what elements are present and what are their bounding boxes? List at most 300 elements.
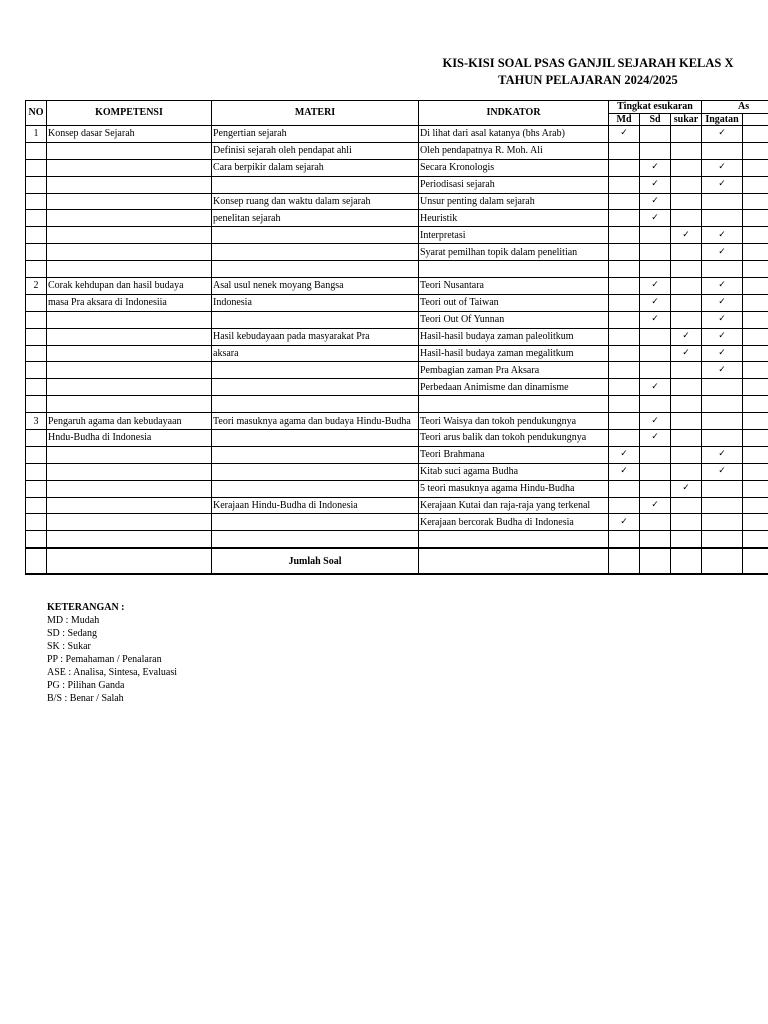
check-mark-icon: ✓ [718, 246, 726, 257]
cell-extra [743, 328, 768, 345]
cell-ingatan [702, 176, 743, 193]
keterangan-item: SD : Sedang [47, 628, 97, 639]
cell-no [26, 497, 47, 514]
cell-no [26, 396, 47, 413]
check-mark-icon: ✓ [718, 314, 726, 325]
check-mark-icon: ✓ [651, 196, 659, 206]
cell-extra [743, 227, 768, 244]
cell-sukar [671, 480, 702, 497]
cell-no [26, 446, 47, 463]
check-mark-icon: ✓ [651, 500, 659, 511]
cell-sd [640, 345, 671, 362]
check-mark-icon: ✓ [718, 331, 726, 342]
cell-sukar [671, 294, 702, 311]
cell-ingatan [702, 227, 743, 244]
cell-md [609, 480, 640, 497]
cell-extra [743, 446, 768, 463]
cell-sd [640, 227, 671, 244]
cell-materi [212, 463, 419, 480]
header-indikator: INDKATOR [419, 101, 609, 126]
cell-indikator: Interpretasi [419, 227, 609, 244]
cell-ingatan [702, 142, 743, 159]
cell-md [609, 294, 640, 311]
cell-indikator: Unsur penting dalam sejarah [419, 193, 609, 210]
cell-sd [640, 480, 671, 497]
cell-no: 1 [26, 126, 47, 143]
cell-materi: Teori masuknya agama dan budaya Hindu-Budha [212, 413, 419, 430]
cell-indikator: Secara Kronologis [419, 159, 609, 176]
cell-md [609, 463, 640, 480]
cell-ingatan [702, 362, 743, 379]
cell-materi: Indonesia [212, 294, 419, 311]
cell-materi: aksara [212, 345, 419, 362]
table-row [26, 176, 768, 193]
cell-no [26, 328, 47, 345]
cell-no [26, 244, 47, 261]
cell-indikator: Teori Out Of Yunnan [419, 311, 609, 328]
cell-extra [743, 126, 768, 143]
table-row [26, 193, 768, 210]
check-mark-icon: ✓ [651, 179, 659, 190]
cell-no [26, 480, 47, 497]
cell-extra [743, 480, 768, 497]
cell-sd [640, 261, 671, 278]
cell-indikator: Periodisasi sejarah [419, 176, 609, 193]
cell-sukar [671, 261, 702, 278]
header-sukar: sukar [671, 114, 702, 126]
cell-sukar [671, 345, 702, 362]
check-mark-icon: ✓ [682, 331, 690, 342]
cell-kompetensi [47, 159, 212, 176]
cell-md [609, 126, 640, 143]
cell-sd [640, 294, 671, 311]
check-mark-icon: ✓ [651, 280, 659, 291]
cell-sd [640, 430, 671, 447]
cell-extra [743, 430, 768, 447]
table-row [26, 497, 768, 514]
cell-no [26, 311, 47, 328]
cell-indikator: Teori out of Taiwan [419, 294, 609, 311]
cell-materi: Definisi sejarah oleh pendapat ahli [212, 142, 419, 159]
cell-no [26, 227, 47, 244]
cell-no [26, 176, 47, 193]
cell-materi: Konsep ruang dan waktu dalam sejarah [212, 193, 419, 210]
cell-ingatan [702, 193, 743, 210]
table-row [26, 531, 768, 548]
cell-no [26, 210, 47, 227]
cell-no [26, 294, 47, 311]
check-mark-icon: ✓ [718, 348, 726, 359]
cell-sd [640, 463, 671, 480]
cell-materi [212, 261, 419, 278]
table-row [26, 311, 768, 328]
cell-ingatan [702, 159, 743, 176]
cell-materi: Pengertian sejarah [212, 126, 419, 143]
cell-md [609, 446, 640, 463]
cell-ingatan [702, 126, 743, 143]
cell-ingatan [702, 531, 743, 548]
cell-kompetensi: Konsep dasar Sejarah [47, 126, 212, 143]
cell-indikator: Perbedaan Animisme dan dinamisme [419, 379, 609, 396]
cell-sukar [671, 142, 702, 159]
cell-extra [743, 311, 768, 328]
cell-no [26, 159, 47, 176]
cell-sd [640, 362, 671, 379]
cell-md [609, 514, 640, 531]
header-ingatan: Ingatan [702, 114, 743, 126]
cell-indikator: Teori arus balik dan tokoh pendukungnya [419, 430, 609, 447]
check-mark-icon: ✓ [718, 280, 726, 291]
cell-md [609, 244, 640, 261]
cell-sukar [671, 379, 702, 396]
cell-sd [640, 497, 671, 514]
cell-materi [212, 446, 419, 463]
table-row [26, 227, 768, 244]
cell-indikator: Teori Waisya dan tokoh pendukungnya [419, 413, 609, 430]
cell-indikator: Hasil-hasil budaya zaman paleolitkum [419, 328, 609, 345]
cell-no [26, 261, 47, 278]
table-row [26, 480, 768, 497]
cell-materi [212, 531, 419, 548]
cell-sukar [671, 210, 702, 227]
check-mark-icon: ✓ [620, 449, 628, 460]
cell-kompetensi [47, 463, 212, 480]
check-mark-icon: ✓ [718, 179, 726, 190]
keterangan-section [47, 601, 177, 705]
cell-sukar [671, 413, 702, 430]
cell-extra [743, 261, 768, 278]
cell-sukar [671, 430, 702, 447]
cell-ingatan [702, 497, 743, 514]
keterangan-item: ASE : Analisa, Sintesa, Evaluasi [47, 667, 177, 678]
cell-materi [212, 514, 419, 531]
cell-sukar [671, 396, 702, 413]
cell-md [609, 362, 640, 379]
cell-kompetensi [47, 497, 212, 514]
cell-kompetensi [47, 142, 212, 159]
table-row [26, 159, 768, 176]
cell-extra [743, 142, 768, 159]
cell-ingatan [702, 514, 743, 531]
cell-indikator: Kitab suci agama Budha [419, 463, 609, 480]
cell-indikator: Teori Nusantara [419, 278, 609, 295]
table-row [26, 294, 768, 311]
document-subtitle: TAHUN PELAJARAN 2024/2025 [498, 73, 678, 87]
total-cell-sd [640, 548, 671, 574]
cell-no [26, 463, 47, 480]
check-mark-icon: ✓ [651, 415, 659, 426]
cell-kompetensi [47, 531, 212, 548]
table-row [26, 126, 768, 143]
cell-extra [743, 497, 768, 514]
cell-md [609, 497, 640, 514]
table-row [26, 278, 768, 295]
cell-md [609, 278, 640, 295]
check-mark-icon: ✓ [718, 364, 726, 375]
cell-sd [640, 278, 671, 295]
cell-md [609, 311, 640, 328]
cell-kompetensi [47, 480, 212, 497]
keterangan-item: PG : Pilihan Ganda [47, 680, 125, 691]
check-mark-icon: ✓ [718, 229, 726, 240]
header-kompetensi: KOMPETENSI [47, 101, 212, 126]
cell-sd [640, 311, 671, 328]
total-cell-sukar [671, 548, 702, 574]
cell-indikator [419, 261, 609, 278]
table-row [26, 463, 768, 480]
cell-sukar [671, 278, 702, 295]
cell-md [609, 159, 640, 176]
cell-sukar [671, 446, 702, 463]
table-row [26, 514, 768, 531]
cell-no [26, 193, 47, 210]
check-mark-icon: ✓ [620, 128, 628, 139]
kisi-kisi-table-wrapper [25, 100, 768, 578]
cell-md [609, 531, 640, 548]
document-title: KIS-KISI SOAL PSAS GANJIL SEJARAH KELAS X [442, 56, 734, 70]
cell-extra [743, 193, 768, 210]
cell-materi [212, 430, 419, 447]
cell-sukar [671, 193, 702, 210]
cell-sukar [671, 244, 702, 261]
cell-kompetensi [47, 514, 212, 531]
cell-kompetensi: Hndu-Budha di Indonesia [47, 430, 212, 447]
kisi-kisi-table [25, 100, 768, 575]
total-cell-ingatan [702, 548, 743, 574]
cell-extra [743, 531, 768, 548]
cell-kompetensi [47, 261, 212, 278]
cell-ingatan [702, 328, 743, 345]
cell-ingatan [702, 261, 743, 278]
cell-md [609, 413, 640, 430]
cell-no: 2 [26, 278, 47, 295]
cell-indikator [419, 531, 609, 548]
cell-md [609, 345, 640, 362]
check-mark-icon: ✓ [718, 449, 726, 460]
cell-extra [743, 463, 768, 480]
header-md: Md [609, 114, 640, 126]
cell-ingatan [702, 311, 743, 328]
cell-extra [743, 514, 768, 531]
cell-extra [743, 362, 768, 379]
check-mark-icon: ✓ [682, 483, 690, 494]
cell-ingatan [702, 463, 743, 480]
cell-sd [640, 514, 671, 531]
cell-kompetensi: Corak kehdupan dan hasil budaya [47, 278, 212, 295]
header-sd: Sd [640, 114, 671, 126]
check-mark-icon: ✓ [620, 466, 628, 477]
cell-sd [640, 193, 671, 210]
cell-ingatan [702, 294, 743, 311]
cell-md [609, 176, 640, 193]
cell-indikator: Heuristik [419, 210, 609, 227]
cell-sukar [671, 514, 702, 531]
check-mark-icon: ✓ [682, 348, 690, 359]
table-row [26, 446, 768, 463]
cell-extra [743, 413, 768, 430]
cell-indikator: Hasil-hasil budaya zaman megalitkum [419, 345, 609, 362]
table-row [26, 244, 768, 261]
cell-indikator: 5 teori masuknya agama Hindu-Budha [419, 480, 609, 497]
total-cell-md [609, 548, 640, 574]
cell-materi [212, 396, 419, 413]
cell-kompetensi [47, 210, 212, 227]
cell-kompetensi: masa Pra aksara di Indonesiia [47, 294, 212, 311]
cell-no [26, 531, 47, 548]
cell-materi [212, 176, 419, 193]
cell-sd [640, 176, 671, 193]
cell-sukar [671, 497, 702, 514]
keterangan-item: MD : Mudah [47, 615, 100, 626]
cell-materi: Kerajaan Hindu-Budha di Indonesia [212, 497, 419, 514]
cell-sd [640, 396, 671, 413]
cell-ingatan [702, 396, 743, 413]
cell-sd [640, 446, 671, 463]
header-aspek: As [702, 101, 768, 114]
cell-sd [640, 244, 671, 261]
check-mark-icon: ✓ [682, 229, 690, 240]
cell-kompetensi [47, 227, 212, 244]
cell-md [609, 261, 640, 278]
cell-materi: Cara berpikir dalam sejarah [212, 159, 419, 176]
cell-extra [743, 244, 768, 261]
cell-materi [212, 362, 419, 379]
keterangan-item: PP : Pemahaman / Penalaran [47, 654, 162, 665]
cell-kompetensi [47, 362, 212, 379]
total-cell-extra [743, 548, 768, 574]
table-row [26, 210, 768, 227]
check-mark-icon: ✓ [620, 516, 628, 527]
cell-sukar [671, 126, 702, 143]
cell-indikator: Kerajaan Kutai dan raja-raja yang terkenal [419, 497, 609, 514]
table-row [26, 362, 768, 379]
cell-indikator: Kerajaan bercorak Budha di Indonesia [419, 514, 609, 531]
cell-md [609, 328, 640, 345]
cell-no: 3 [26, 413, 47, 430]
cell-kompetensi [47, 328, 212, 345]
cell-ingatan [702, 210, 743, 227]
cell-ingatan [702, 430, 743, 447]
cell-sukar [671, 463, 702, 480]
check-mark-icon: ✓ [651, 381, 659, 392]
header-row-1 [26, 101, 768, 114]
cell-kompetensi [47, 446, 212, 463]
cell-extra [743, 379, 768, 396]
cell-extra [743, 278, 768, 295]
cell-indikator: Oleh pendapatnya R. Moh. Ali [419, 142, 609, 159]
cell-sukar [671, 328, 702, 345]
header-materi: MATERI [212, 101, 419, 126]
cell-no [26, 362, 47, 379]
cell-extra [743, 396, 768, 413]
header-extra [743, 114, 768, 126]
cell-materi [212, 244, 419, 261]
table-row [26, 261, 768, 278]
cell-sukar [671, 227, 702, 244]
cell-extra [743, 345, 768, 362]
cell-no [26, 142, 47, 159]
cell-md [609, 210, 640, 227]
check-mark-icon: ✓ [651, 314, 659, 325]
table-row [26, 142, 768, 159]
cell-materi [212, 227, 419, 244]
header-tingkat-kesukaran: Tingkat esukaran [609, 101, 702, 114]
cell-extra [743, 294, 768, 311]
header-no: NO [26, 101, 47, 126]
total-cell-indikator [419, 548, 609, 574]
cell-sd [640, 159, 671, 176]
cell-md [609, 379, 640, 396]
cell-sd [640, 413, 671, 430]
cell-extra [743, 159, 768, 176]
cell-md [609, 142, 640, 159]
cell-md [609, 227, 640, 244]
total-row [26, 548, 768, 574]
cell-sukar [671, 362, 702, 379]
cell-indikator: Di lihat dari asal katanya (bhs Arab) [419, 126, 609, 143]
keterangan-item: B/S : Benar / Salah [47, 693, 124, 704]
cell-no [26, 345, 47, 362]
cell-indikator: Teori Brahmana [419, 446, 609, 463]
table-body [26, 126, 768, 549]
cell-kompetensi [47, 396, 212, 413]
total-cell-kompetensi [47, 548, 212, 574]
cell-md [609, 396, 640, 413]
cell-ingatan [702, 413, 743, 430]
cell-no [26, 514, 47, 531]
cell-md [609, 193, 640, 210]
total-label: Jumlah Soal [212, 548, 419, 574]
cell-ingatan [702, 278, 743, 295]
cell-kompetensi [47, 311, 212, 328]
cell-sd [640, 126, 671, 143]
table-row [26, 413, 768, 430]
cell-sd [640, 210, 671, 227]
keterangan-item: SK : Sukar [47, 641, 91, 652]
cell-sukar [671, 531, 702, 548]
check-mark-icon: ✓ [718, 162, 726, 173]
cell-sd [640, 531, 671, 548]
cell-materi [212, 379, 419, 396]
check-mark-icon: ✓ [718, 466, 726, 477]
cell-kompetensi [47, 244, 212, 261]
check-mark-icon: ✓ [651, 432, 659, 443]
cell-sd [640, 379, 671, 396]
cell-materi [212, 311, 419, 328]
table-row [26, 328, 768, 345]
cell-indikator: Syarat pemilhan topik dalam penelitian [419, 244, 609, 261]
cell-materi: Asal usul nenek moyang Bangsa [212, 278, 419, 295]
check-mark-icon: ✓ [651, 212, 659, 223]
cell-sd [640, 328, 671, 345]
check-mark-icon: ✓ [651, 297, 659, 308]
cell-materi: Hasil kebudayaan pada masyarakat Pra [212, 328, 419, 345]
cell-extra [743, 210, 768, 227]
cell-no [26, 430, 47, 447]
cell-kompetensi: Pengaruh agama dan kebudayaan [47, 413, 212, 430]
cell-indikator: Pembagian zaman Pra Aksara [419, 362, 609, 379]
cell-materi: penelitan sejarah [212, 210, 419, 227]
cell-indikator [419, 396, 609, 413]
check-mark-icon: ✓ [718, 128, 726, 139]
check-mark-icon: ✓ [718, 297, 726, 308]
cell-kompetensi [47, 176, 212, 193]
total-cell-no [26, 548, 47, 574]
cell-sukar [671, 311, 702, 328]
table-row [26, 379, 768, 396]
table-row [26, 345, 768, 362]
keterangan-heading: KETERANGAN : [47, 602, 125, 613]
